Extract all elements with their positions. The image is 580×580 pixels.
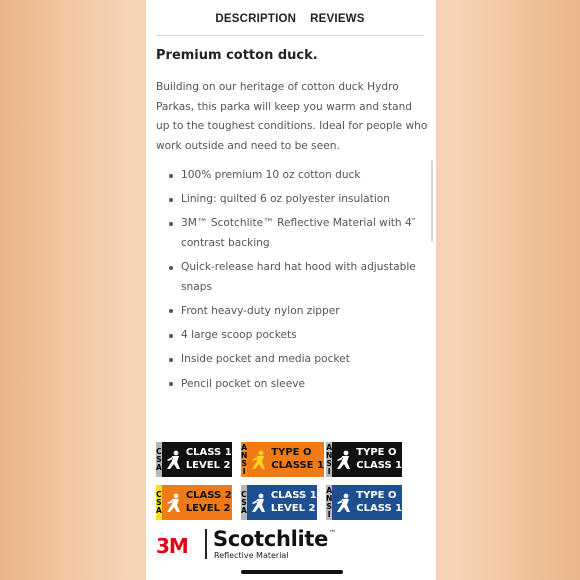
- feature-text: 4 large scoop pockets: [181, 329, 297, 342]
- badge-org-label: C S A: [156, 485, 162, 520]
- certification-badge: [241, 442, 324, 477]
- feature-list: [156, 166, 428, 399]
- bullet-icon: [169, 334, 173, 338]
- scotchlite-logo: [156, 527, 426, 563]
- description-heading: Premium cotton duck.: [156, 48, 318, 63]
- badge-line1: CLASS 1: [185, 447, 232, 458]
- worker-figure-icon: [166, 493, 182, 513]
- list-item: [156, 214, 428, 253]
- certification-badge: [156, 485, 232, 520]
- worker-figure-icon: [336, 493, 352, 513]
- bullet-icon: [169, 382, 173, 386]
- feature-text: Inside pocket and media pocket: [181, 353, 350, 366]
- badge-line2: LEVEL 2: [185, 459, 231, 471]
- badge-org-label: A N S I: [241, 442, 248, 476]
- badge-line1: TYPE O: [356, 490, 397, 501]
- badge-org-label: A N S I: [326, 485, 333, 519]
- badge-line1: CLASS 1: [270, 490, 317, 501]
- badge-line2: CLASS 1: [356, 459, 403, 471]
- badge-body: [162, 485, 232, 520]
- list-item: [156, 350, 428, 370]
- scotchlite-subtitle: Reflective Material: [214, 551, 289, 560]
- list-item: [156, 375, 428, 395]
- scrollbar[interactable]: [431, 160, 433, 242]
- list-item: [156, 166, 428, 186]
- bullet-icon: [169, 222, 173, 226]
- badge-line1: TYPE O: [271, 447, 312, 458]
- scotchlite-wordmark: Scotchlite: [213, 527, 329, 551]
- tab-reviews[interactable]: REVIEWS: [310, 12, 365, 25]
- bullet-icon: [169, 174, 173, 178]
- feature-text: 100% premium 10 oz cotton duck: [181, 169, 361, 181]
- badge-org-label: C S A: [156, 442, 162, 477]
- list-item: [156, 258, 428, 297]
- certification-badge: [326, 442, 403, 477]
- feature-text: Lining: quilted 6 oz polyester insulation: [181, 193, 390, 206]
- badge-body: [332, 442, 402, 477]
- badge-body: [162, 442, 232, 477]
- feature-text: Front heavy-duty nylon zipper: [181, 304, 340, 317]
- certification-badge: [326, 485, 403, 520]
- badge-line2: CLASSE 1: [271, 459, 324, 471]
- worker-figure-icon: [251, 450, 267, 470]
- certification-badge: [241, 485, 317, 520]
- list-item: [156, 302, 428, 322]
- feature-text: Pencil pocket on sleeve: [181, 377, 305, 390]
- trademark-mark: ™: [329, 529, 336, 537]
- bullet-icon: [169, 358, 173, 362]
- home-indicator[interactable]: [241, 570, 343, 574]
- 3m-logo: 3M: [156, 534, 188, 558]
- badge-line2: LEVEL 2: [270, 502, 316, 514]
- worker-figure-icon: [251, 493, 267, 513]
- tab-bar: [156, 0, 424, 36]
- list-item: [156, 326, 428, 346]
- certification-badge: [156, 442, 232, 477]
- logo-divider: [205, 529, 207, 559]
- feature-text: Quick-release hard hat hood with adjustable snaps: [181, 261, 416, 293]
- worker-figure-icon: [336, 450, 352, 470]
- bullet-icon: [169, 266, 173, 270]
- bullet-icon: [169, 309, 173, 313]
- badge-line1: TYPE O: [356, 447, 397, 458]
- badge-line2: CLASS 1: [356, 502, 403, 514]
- badge-org-label: C S A: [241, 485, 247, 520]
- badge-body: [332, 485, 402, 520]
- feature-text: 3M™ Scotchlite™ Reflective Material with 4″ contrast backing: [181, 217, 416, 249]
- badge-body: [247, 485, 317, 520]
- badge-body: [247, 442, 324, 477]
- product-details-panel: [146, 0, 436, 580]
- worker-figure-icon: [166, 450, 182, 470]
- description-intro: Building on our heritage of cotton duck Hydro Parkas, this parka will keep you warm and stand up to the toughest conditions. Ideal for people who work outside and need to be seen.: [156, 81, 428, 152]
- bullet-icon: [169, 198, 173, 202]
- badge-org-label: A N S I: [326, 442, 333, 476]
- tab-description[interactable]: DESCRIPTION: [215, 12, 297, 25]
- list-item: [156, 190, 428, 210]
- badge-line1: CLASS 2: [185, 490, 232, 501]
- badge-line2: LEVEL 2: [185, 502, 231, 514]
